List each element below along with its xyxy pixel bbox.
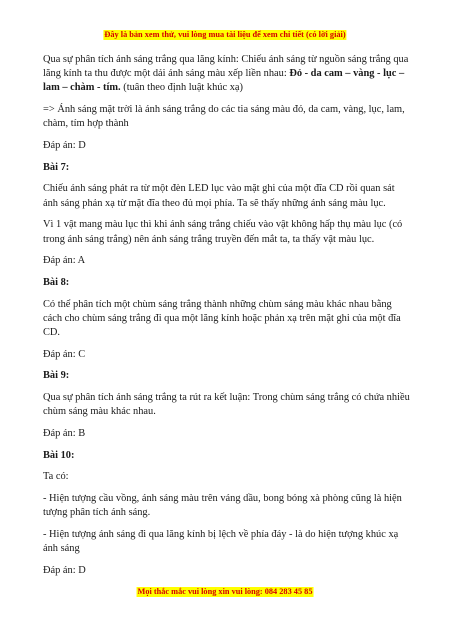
answer-7: Đáp án: A [43, 255, 86, 267]
answer-8: Đáp án: C [43, 348, 86, 360]
bai9-paragraph-1: Qua sự phân tích ánh sáng trắng ta rút ra kết luận: Trong chùm sáng trắng có chứa nhiều chùm sáng màu khác nhau. [43, 392, 410, 418]
analysis-tail: (tuân theo định luật khúc xạ) [120, 82, 243, 94]
color-sequence: Đỏ - da cam – vàng - lục – lam – chàm - tím. [43, 68, 405, 94]
document-body [43, 53, 411, 586]
bai7-paragraph-1: Chiếu ánh sáng phát ra từ một đèn LED lục vào mặt ghi của một đĩa CD rồi quan sát ánh sáng phản xạ từ mặt đĩa theo đủ mọi phía. Ta sẽ thấy những ánh sáng màu lục. [43, 183, 395, 209]
bai9-title: Bài 9: [43, 370, 70, 382]
analysis-text: Qua sự phân tích ánh sáng trắng qua lăng kính: Chiếu ánh sáng từ nguồn sáng trắng qua lăng kính ta thu được một dải ánh sáng màu xếp liền nhau: [43, 54, 409, 80]
header-notice: Đây là bản xem thử, vui lòng mua tài liệu để xem chi tiết (có lời giải) [104, 30, 346, 39]
bai10-title: Bài 10: [43, 449, 75, 461]
bai10-intro: Ta có: [43, 471, 69, 483]
answer-10: Đáp án: D [43, 564, 86, 576]
bai7-paragraph-2: Vì 1 vật mang màu lục thì khi ánh sáng trắng chiếu vào vật không hấp thụ màu lục (có trong ánh sáng trắng) nên ánh sáng trắng truyền đến mắt ta, ta thấy vật màu lục. [43, 219, 403, 245]
paragraph-analysis [43, 53, 411, 96]
bai8-paragraph-1: Có thể phân tích một chùm sáng trắng thành những chùm sáng màu khác nhau bằng cách cho chùm sáng trắng đi qua một lăng kính hoặc phản xạ trên mặt ghi của một đĩa CD. [43, 298, 401, 339]
paragraph-conclusion: => Ánh sáng mặt trời là ánh sáng trắng do các tia sáng màu đỏ, da cam, vàng, lục, lam, chàm, tím hợp thành [43, 104, 405, 130]
bai10-paragraph-1: - Hiện tượng cầu vồng, ánh sáng màu trên váng dầu, bong bóng xà phòng cũng là hiện tượng phân tích ánh sáng. [43, 493, 402, 519]
answer-6: Đáp án: D [43, 140, 86, 152]
bai10-paragraph-2: - Hiện tượng ánh sáng đi qua lăng kính bị lệch về phía đáy - là do hiện tượng khúc xạ ánh sáng [43, 529, 399, 555]
bai8-title: Bài 8: [43, 276, 70, 288]
bai7-title: Bài 7: [43, 161, 70, 173]
footer-notice: Mọi thắc mắc vui lòng xin vui lòng: 084 283 45 85 [137, 587, 313, 596]
answer-9: Đáp án: B [43, 428, 86, 440]
